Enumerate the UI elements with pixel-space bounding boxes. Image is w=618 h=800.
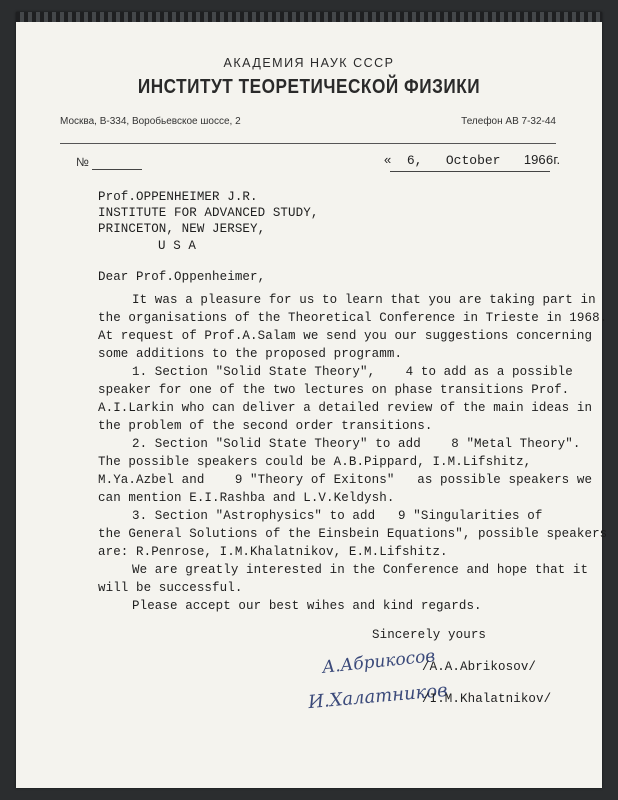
body-line: will be successful. xyxy=(98,581,243,595)
signature-khalatnikov: И.Халатников xyxy=(307,679,449,714)
letterhead-institute: ИНСТИТУТ ТЕОРЕТИЧЕСКОЙ ФИЗИКИ xyxy=(137,76,481,98)
date-year-prefix: 196 xyxy=(523,152,546,167)
recipient-line: Prof.OPPENHEIMER J.R. xyxy=(98,190,258,204)
recipient-line: PRINCETON, NEW JERSEY, xyxy=(98,222,266,236)
body-line: 3. Section "Astrophysics" to add 9 "Singularities of xyxy=(132,509,543,523)
letterhead-phone: Телефон АВ 7-32-44 xyxy=(461,116,556,127)
body-line: The possible speakers could be A.B.Pippard, I.M.Lifshitz, xyxy=(98,455,532,469)
body-line: M.Ya.Azbel and 9 "Theory of Exitons" as possible speakers we xyxy=(98,473,593,487)
date-underline xyxy=(390,171,550,172)
body-line: can mention E.I.Rashba and L.V.Keldysh. xyxy=(98,491,395,505)
archive-ruler xyxy=(16,12,602,22)
date-day: 6 xyxy=(406,153,415,168)
recipient-line: INSTITUTE FOR ADVANCED STUDY, xyxy=(98,206,319,220)
closing: Sincerely yours xyxy=(372,628,487,642)
document-number-line xyxy=(92,169,142,170)
letterhead-divider xyxy=(60,143,556,144)
typed-name-abrikosov: /A.A.Abrikosov/ xyxy=(422,660,537,674)
letter-page xyxy=(16,12,608,788)
body-line: We are greatly interested in the Conference and hope that it xyxy=(132,563,589,577)
recipient-line: U S A xyxy=(158,239,197,253)
body-line: At request of Prof.A.Salam we send you our suggestions concerning xyxy=(98,329,593,343)
date-year-suffix: 6 xyxy=(545,153,554,168)
body-line: Please accept our best wihes and kind regards. xyxy=(132,599,482,613)
letterhead-academy: АКАДЕМИЯ НАУК СССР xyxy=(223,56,395,70)
letterhead-address: Москва, В-334, Воробьевское шоссе, 2 xyxy=(60,116,241,127)
salutation: Dear Prof.Oppenheimer, xyxy=(98,270,266,284)
body-line: A.I.Larkin who can deliver a detailed review of the main ideas in xyxy=(98,401,593,415)
body-line: the problem of the second order transitions. xyxy=(98,419,433,433)
body-line: are: R.Penrose, I.M.Khalatnikov, E.M.Lifshitz. xyxy=(98,545,448,559)
body-line: speaker for one of the two lectures on phase transitions Prof. xyxy=(98,383,570,397)
document-number-label: № xyxy=(76,155,89,169)
signature-abrikosov: А.Абрикосов xyxy=(321,646,437,678)
body-line: the General Solutions of the Einsbein Equations", possible speakers xyxy=(98,527,608,541)
date-year-mark: г. xyxy=(553,152,561,167)
body-line: It was a pleasure for us to learn that you are taking part in xyxy=(132,293,596,307)
date-month: October xyxy=(445,153,501,168)
date-quote: « xyxy=(384,152,392,167)
body-line: the organisations of the Theoretical Conference in Trieste in 1968. xyxy=(98,311,608,325)
typed-name-khalatnikov: /I.M.Khalatnikov/ xyxy=(422,692,552,706)
body-line: 2. Section "Solid State Theory" to add 8 "Metal Theory". xyxy=(132,437,581,451)
body-line: 1. Section "Solid State Theory", 4 to add as a possible xyxy=(132,365,573,379)
letter-date: « 6, October 1966г. xyxy=(384,152,561,168)
body-line: some additions to the proposed programm. xyxy=(98,347,403,361)
